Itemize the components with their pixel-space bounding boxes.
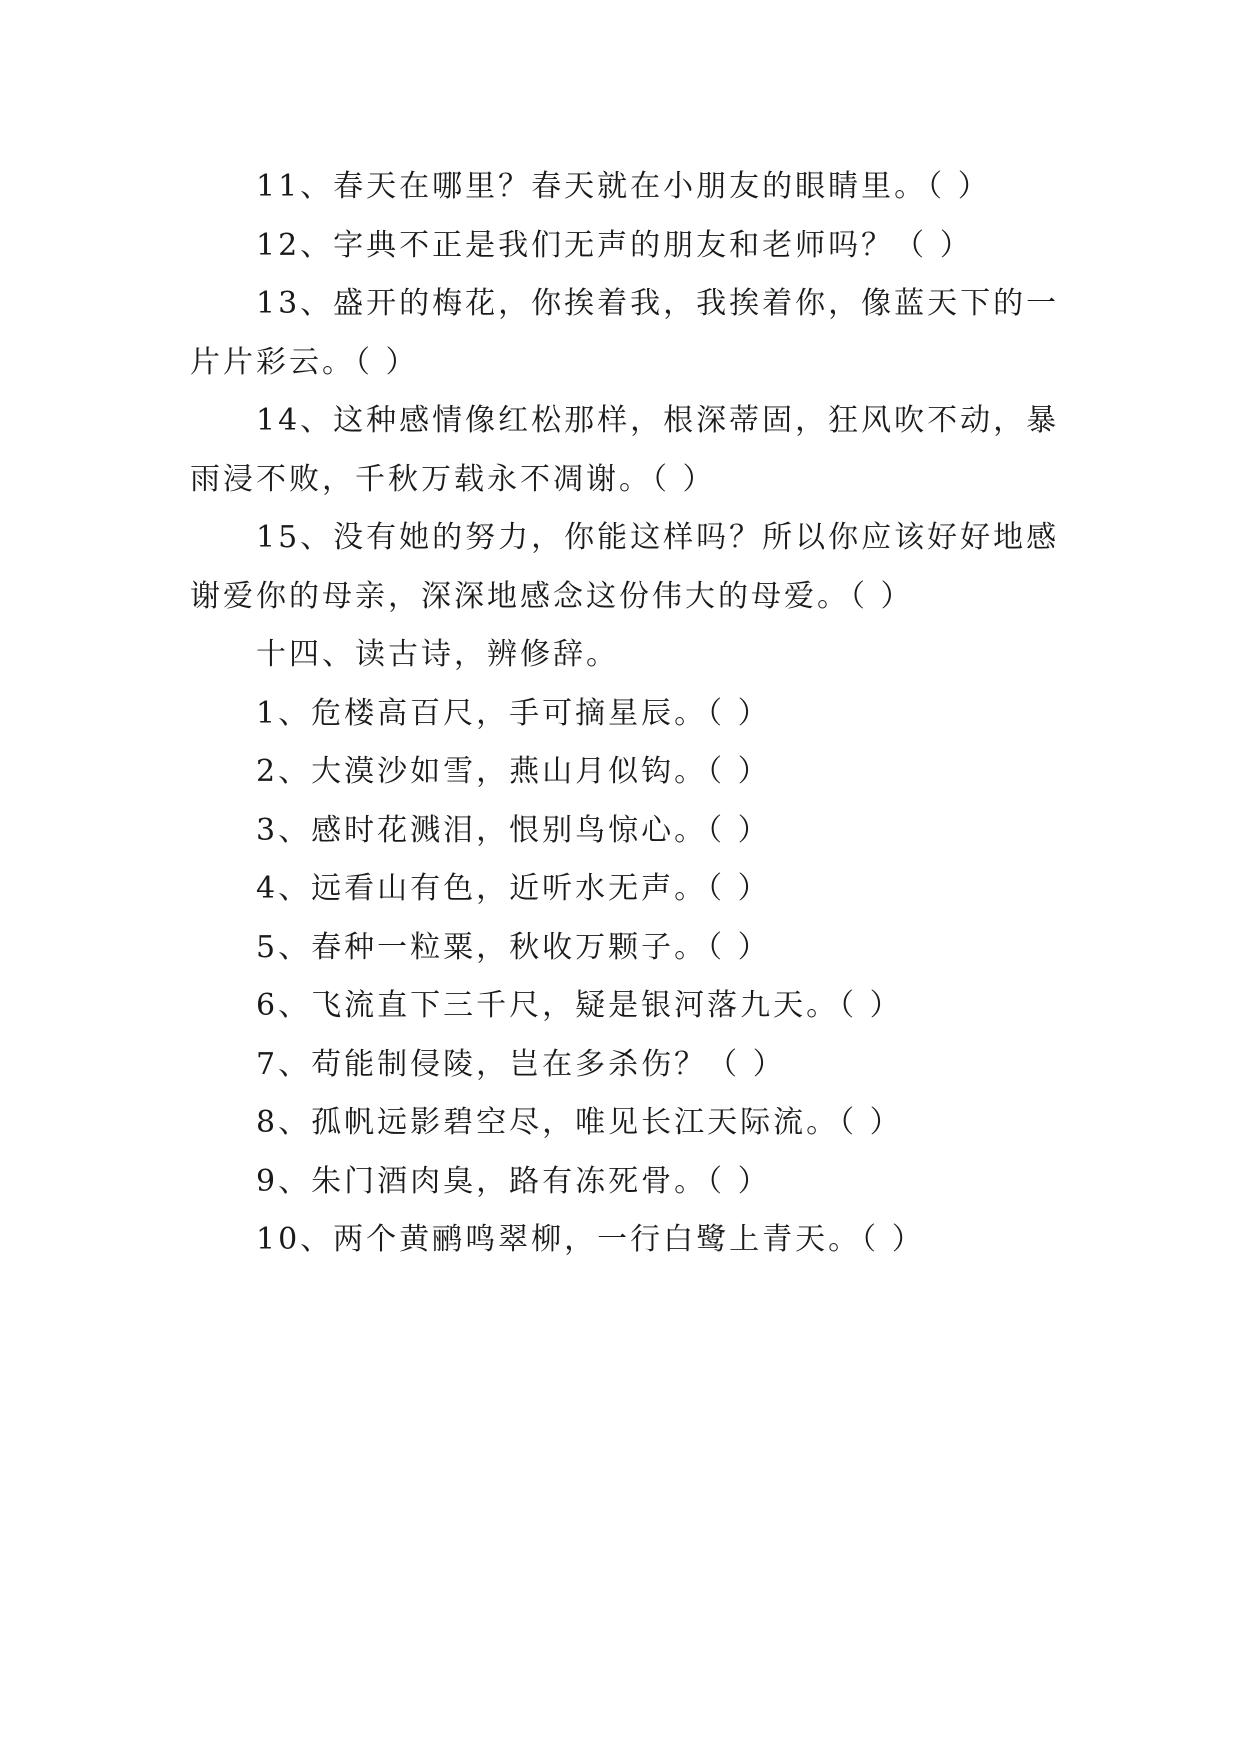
poem-item-2: 2、大漠沙如雪，燕山月似钩。（ ） xyxy=(256,754,771,789)
document-page xyxy=(190,158,1058,1270)
poem-item-3: 3、感时花溅泪，恨别鸟惊心。（ ） xyxy=(256,812,771,848)
question-13: 13、盛开的梅花，你挨着我，我挨着你，像蓝天下的一 xyxy=(256,286,1060,321)
poem-item-5: 5、春种一粒粟，秋收万颗子。（ ） xyxy=(256,929,771,965)
poem-item-8: 8、孤帆远影碧空尽，唯见长江天际流。（ ） xyxy=(256,1105,903,1140)
question-12: 12、字典不正是我们无声的朋友和老师吗？（ ） xyxy=(256,227,973,263)
question-14: 14、这种感情像红松那样，根深蒂固，狂风吹不动，暴 xyxy=(256,403,1060,438)
question-14-continued: 雨浸不败，千秋万载永不凋谢。（ ） xyxy=(190,461,716,497)
poem-item-7: 7、苟能制侵陵，岂在多杀伤？（ ） xyxy=(256,1046,786,1082)
poem-item-10: 10、两个黄鹂鸣翠柳，一行白鹭上青天。（ ） xyxy=(256,1222,925,1257)
poem-item-9: 9、朱门酒肉臭，路有冻死骨。（ ） xyxy=(256,1163,771,1199)
question-15: 15、没有她的努力，你能这样吗？所以你应该好好地感 xyxy=(256,520,1060,555)
question-13-continued: 片片彩云。（ ） xyxy=(190,344,419,380)
question-11: 11、春天在哪里？春天就在小朋友的眼睛里。（ ） xyxy=(256,169,991,204)
question-15-continued: 谢爱你的母亲，深深地感念这份伟大的母爱。（ ） xyxy=(190,578,914,614)
section-heading: 十四、读古诗，辨修辞。 xyxy=(256,637,619,672)
poem-item-4: 4、远看山有色，近听水无声。（ ） xyxy=(256,871,771,906)
poem-item-6: 6、飞流直下三千尺，疑是银河落九天。（ ） xyxy=(256,988,903,1023)
poem-item-1: 1、危楼高百尺，手可摘星辰。（ ） xyxy=(256,695,771,731)
